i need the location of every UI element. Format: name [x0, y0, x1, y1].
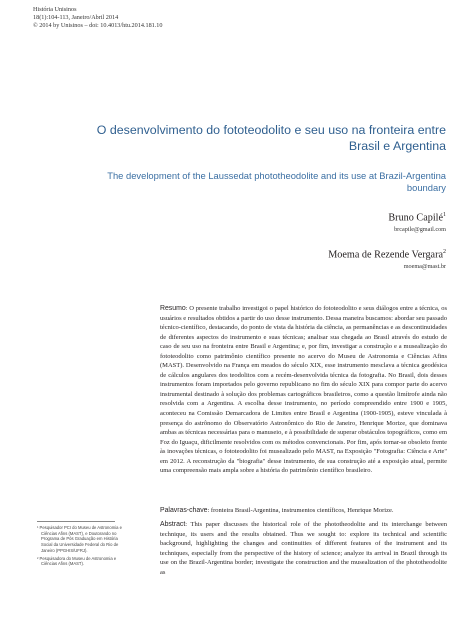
- author-block-2: [328, 249, 446, 270]
- article-title-portuguese: O desenvolvimento do fototeodolito e seu uso na fronteira entre Brasil e Argentina: [96, 123, 446, 153]
- article-title-english: The development of the Laussedat phototheodolite and its use at Brazil-Argentina boundary: [107, 170, 446, 193]
- abstract-label: Abstract: [160, 521, 186, 528]
- journal-header: [33, 6, 163, 31]
- abstract-paragraph: [160, 520, 447, 577]
- author-footnote-mark: 1: [443, 212, 446, 218]
- journal-issue: 18(1):104-113, Janeiro/Abril 2014: [33, 14, 119, 22]
- author-email[interactable]: brcapile@gmail.com: [394, 226, 446, 234]
- author-name: Moema de Rezende Vergara$^2$: [328, 249, 446, 261]
- author-block-1: [388, 212, 446, 233]
- keywords-text: : fronteira Brasil-Argentina, instrumentos científicos, Henrique Morize.: [207, 507, 394, 514]
- resumo-paragraph: [160, 304, 447, 476]
- resumo-text: : O presente trabalho investigoi o papel histórico do fototeodolito e seus diálogos entre a técnica, os usuários e resultados obtidos a partir do uso desse instrumento. Dessa maneira buscamos: abordar seu passado técnico-científico, destacando, do ponto de vista da história da ciência, as permanências e as descontinuidades de diferentes aspectos do instrumento e suas técnicas; analisar sua chegada ao Brasil através do estudo de caso de seu uso na fronteira entre Brasil e Argentina; e, por fim, investigar a construção e a musealização do fototeodolito como patrimônio científico presente no acervo do Museu de Astronomia e Ciências Afins (MAST). Desenvolvido na França em meados do século XIX, esse instrumento mesclava a técnica geodésica de cálculos angulares dos teodolitos com a recém-desenvolvida técnica da fotografia. No Brasil, dois desses instrumentos foram importados pelo governo republicano no fim do século XIX para compor parte do acervo instrumental destinado à solução dos problemas cartográficos brasileiros, como a questão limítrofe ainda não resolvida com a Argentina. A escolha desse instrumento, no período compreendido entre 1900 e 1905, aconteceu na Comissão Demarcadora de Limites entre Brasil e Argentina (1900-1905), esteve vinculada à presença do astrônomo do Observatório Astronômico do Rio de Janeiro, Henrique Morize, que dominava ambas as técnicas necessárias para o manuseio, e à possibilidade de superar obstáculos topográficos, como em Foz do Iguaçu, dificilmente resolvidos com os métodos convencionais. Por fim, após tornar-se obsoleto frente às inovações técnicas, o fototeodolito foi musealizado pelo MAST, na Exposição "Fotografia: Ciência e Arte" em 2012. A reconstrução da "biografia" desse instrumento, de sua construção até a exposição atual, permite uma compreensão mais ampla sobre a história do patrimônio científico brasileiro.: [160, 305, 447, 475]
- footnote-divider: [37, 521, 115, 522]
- footnote-1: ¹ Pesquisador PCI do Museu de Astronomia e Ciências Afins (MAST), e Doutorando no Programa de Pós Graduação em História Social da Universidade Federal do Rio de Janeiro (PPGHIS/UFRJ).: [37, 525, 122, 553]
- footnotes: [37, 521, 130, 569]
- keywords-paragraph: [160, 506, 447, 516]
- author-footnote-mark: 2: [443, 249, 446, 255]
- abstract-text: : This paper discusses the historical role of the phototheodolite and its interchange between technique, its users and the results obtained. Thus we sought to: explore its technical and scientific background, highlighting the changes and continuities of different features of the instrument and its techniques, especially from the perspective of the history of science; analyze its arrival in Brazil through its use on the Brazil-Argentina border; investigate the construction and the musealization of the phototheodolite as: [160, 521, 447, 576]
- author-name: Bruno Capilé$^1$: [388, 212, 446, 224]
- journal-name: História Unisinos: [33, 6, 77, 13]
- resumo-label: Resumo: [160, 305, 186, 312]
- footnote-2: ² Pesquisadora do Museu de Astronomia e Ciências Afins (MAST).: [37, 555, 117, 567]
- journal-copyright: © 2014 by Unisinos – doi: 10.4013/htu.2014.181.10: [33, 22, 163, 30]
- keywords-label: Palavras-chave: [160, 507, 208, 514]
- author-email[interactable]: moema@mast.br: [403, 263, 446, 271]
